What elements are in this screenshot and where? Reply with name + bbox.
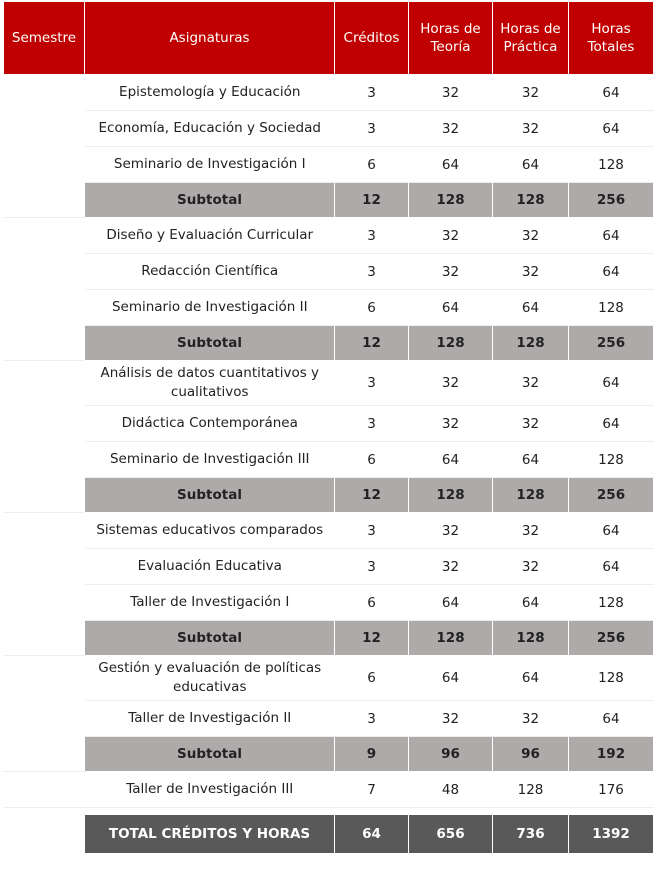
course-horas-practica: 32: [493, 361, 569, 406]
header-creditos: Créditos: [335, 2, 409, 75]
table-row: [4, 513, 654, 549]
subtotal-horas-teoria: 96: [409, 737, 493, 772]
course-horas-practica: 128: [493, 772, 569, 808]
course-horas-practica: 64: [493, 585, 569, 621]
table-row: [4, 254, 654, 290]
course-horas-practica: 32: [493, 218, 569, 254]
course-name: Epistemología y Educación: [85, 75, 335, 111]
total-creditos: 64: [335, 815, 409, 854]
course-horas-practica: 32: [493, 513, 569, 549]
subtotal-creditos: 9: [335, 737, 409, 772]
course-horas-teoria: 32: [409, 701, 493, 737]
subtotal-horas-totales: 192: [569, 737, 654, 772]
course-horas-totales: 64: [569, 549, 654, 585]
course-horas-teoria: 32: [409, 75, 493, 111]
course-name: Seminario de Investigación III: [85, 442, 335, 478]
header-horas-totales: Horas Totales: [569, 2, 654, 75]
course-creditos: 3: [335, 75, 409, 111]
course-horas-totales: 128: [569, 585, 654, 621]
course-horas-practica: 32: [493, 549, 569, 585]
table-row: [4, 701, 654, 737]
semester-label: II: [4, 218, 85, 361]
course-name: Seminario de Investigación I: [85, 147, 335, 183]
course-horas-totales: 176: [569, 772, 654, 808]
table-row: [4, 656, 654, 701]
course-horas-practica: 32: [493, 406, 569, 442]
total-label: TOTAL CRÉDITOS Y HORAS: [85, 815, 335, 854]
course-name: Economía, Educación y Sociedad: [85, 111, 335, 147]
subtotal-creditos: 12: [335, 183, 409, 218]
course-horas-totales: 64: [569, 111, 654, 147]
table-row: [4, 75, 654, 111]
table-row: [4, 147, 654, 183]
course-name: Seminario de Investigación II: [85, 290, 335, 326]
total-blank-cell: [4, 815, 85, 854]
subtotal-horas-practica: 128: [493, 326, 569, 361]
course-name: Gestión y evaluación de políticas educativas: [85, 656, 335, 701]
course-horas-teoria: 32: [409, 254, 493, 290]
course-horas-practica: 32: [493, 111, 569, 147]
semester-label: I: [4, 75, 85, 218]
table-row: [4, 111, 654, 147]
course-creditos: 3: [335, 701, 409, 737]
course-creditos: 6: [335, 442, 409, 478]
course-horas-totales: 64: [569, 701, 654, 737]
subtotal-horas-practica: 128: [493, 478, 569, 513]
course-name: Análisis de datos cuantitativos y cualitativos: [85, 361, 335, 406]
course-horas-totales: 128: [569, 656, 654, 701]
course-horas-totales: 64: [569, 406, 654, 442]
course-creditos: 3: [335, 218, 409, 254]
subtotal-horas-teoria: 128: [409, 326, 493, 361]
subtotal-label: Subtotal: [85, 621, 335, 656]
course-horas-teoria: 32: [409, 549, 493, 585]
course-horas-totales: 128: [569, 442, 654, 478]
subtotal-row: [4, 183, 654, 218]
course-horas-totales: 128: [569, 147, 654, 183]
course-horas-teoria: 64: [409, 585, 493, 621]
subtotal-label: Subtotal: [85, 737, 335, 772]
subtotal-label: Subtotal: [85, 326, 335, 361]
course-horas-totales: 64: [569, 218, 654, 254]
course-horas-practica: 32: [493, 701, 569, 737]
course-creditos: 3: [335, 406, 409, 442]
total-horas-teoria: 656: [409, 815, 493, 854]
total-horas-practica: 736: [493, 815, 569, 854]
course-name: Taller de Investigación II: [85, 701, 335, 737]
course-horas-teoria: 32: [409, 111, 493, 147]
semester-label: IV: [4, 513, 85, 656]
subtotal-horas-practica: 96: [493, 737, 569, 772]
subtotal-horas-totales: 256: [569, 621, 654, 656]
course-creditos: 3: [335, 549, 409, 585]
course-creditos: 3: [335, 111, 409, 147]
subtotal-creditos: 12: [335, 478, 409, 513]
table-row: [4, 772, 654, 808]
table-row: [4, 218, 654, 254]
course-horas-practica: 64: [493, 656, 569, 701]
course-creditos: 6: [335, 290, 409, 326]
course-horas-totales: 64: [569, 254, 654, 290]
course-name: Diseño y Evaluación Curricular: [85, 218, 335, 254]
course-creditos: 6: [335, 585, 409, 621]
course-horas-practica: 32: [493, 254, 569, 290]
course-horas-teoria: 32: [409, 406, 493, 442]
course-name: Taller de Investigación III: [85, 772, 335, 808]
semester-label: III: [4, 361, 85, 513]
table-row: [4, 361, 654, 406]
course-horas-teoria: 64: [409, 290, 493, 326]
subtotal-horas-practica: 128: [493, 183, 569, 218]
course-horas-totales: 64: [569, 75, 654, 111]
course-horas-teoria: 32: [409, 361, 493, 406]
course-name: Taller de Investigación I: [85, 585, 335, 621]
header-row: [4, 2, 654, 75]
subtotal-horas-totales: 256: [569, 326, 654, 361]
course-name: Redacción Científica: [85, 254, 335, 290]
table-row: [4, 442, 654, 478]
header-semestre: Semestre: [4, 2, 85, 75]
course-name: Evaluación Educativa: [85, 549, 335, 585]
course-horas-teoria: 48: [409, 772, 493, 808]
course-horas-teoria: 64: [409, 442, 493, 478]
subtotal-label: Subtotal: [85, 183, 335, 218]
course-creditos: 3: [335, 361, 409, 406]
table-body: [4, 75, 654, 854]
study-plan-table: [3, 1, 654, 854]
course-horas-practica: 64: [493, 147, 569, 183]
subtotal-horas-teoria: 128: [409, 183, 493, 218]
course-creditos: 7: [335, 772, 409, 808]
total-row: [4, 815, 654, 854]
subtotal-horas-teoria: 128: [409, 478, 493, 513]
subtotal-label: Subtotal: [85, 478, 335, 513]
course-name: Didáctica Contemporánea: [85, 406, 335, 442]
course-horas-practica: 64: [493, 442, 569, 478]
subtotal-row: [4, 326, 654, 361]
course-horas-teoria: 32: [409, 513, 493, 549]
course-horas-totales: 64: [569, 513, 654, 549]
header-horas-teoria: Horas de Teoría: [409, 2, 493, 75]
course-creditos: 3: [335, 254, 409, 290]
course-horas-teoria: 32: [409, 218, 493, 254]
header-horas-practica: Horas de Práctica: [493, 2, 569, 75]
subtotal-row: [4, 737, 654, 772]
table-row: [4, 585, 654, 621]
spacer-row: [4, 808, 654, 815]
course-creditos: 6: [335, 656, 409, 701]
table-row: [4, 406, 654, 442]
course-creditos: 6: [335, 147, 409, 183]
subtotal-row: [4, 621, 654, 656]
header-asignaturas: Asignaturas: [85, 2, 335, 75]
course-name: Sistemas educativos comparados: [85, 513, 335, 549]
course-creditos: 3: [335, 513, 409, 549]
course-horas-practica: 64: [493, 290, 569, 326]
table-row: [4, 549, 654, 585]
subtotal-row: [4, 478, 654, 513]
semester-label: V: [4, 656, 85, 772]
course-horas-totales: 64: [569, 361, 654, 406]
semester-label: VI: [4, 772, 85, 808]
course-horas-teoria: 64: [409, 656, 493, 701]
spacer-cell: [4, 808, 654, 815]
subtotal-creditos: 12: [335, 621, 409, 656]
course-horas-teoria: 64: [409, 147, 493, 183]
subtotal-horas-totales: 256: [569, 478, 654, 513]
subtotal-creditos: 12: [335, 326, 409, 361]
course-horas-totales: 128: [569, 290, 654, 326]
table-row: [4, 290, 654, 326]
total-horas-totales: 1392: [569, 815, 654, 854]
course-horas-practica: 32: [493, 75, 569, 111]
subtotal-horas-totales: 256: [569, 183, 654, 218]
subtotal-horas-practica: 128: [493, 621, 569, 656]
subtotal-horas-teoria: 128: [409, 621, 493, 656]
